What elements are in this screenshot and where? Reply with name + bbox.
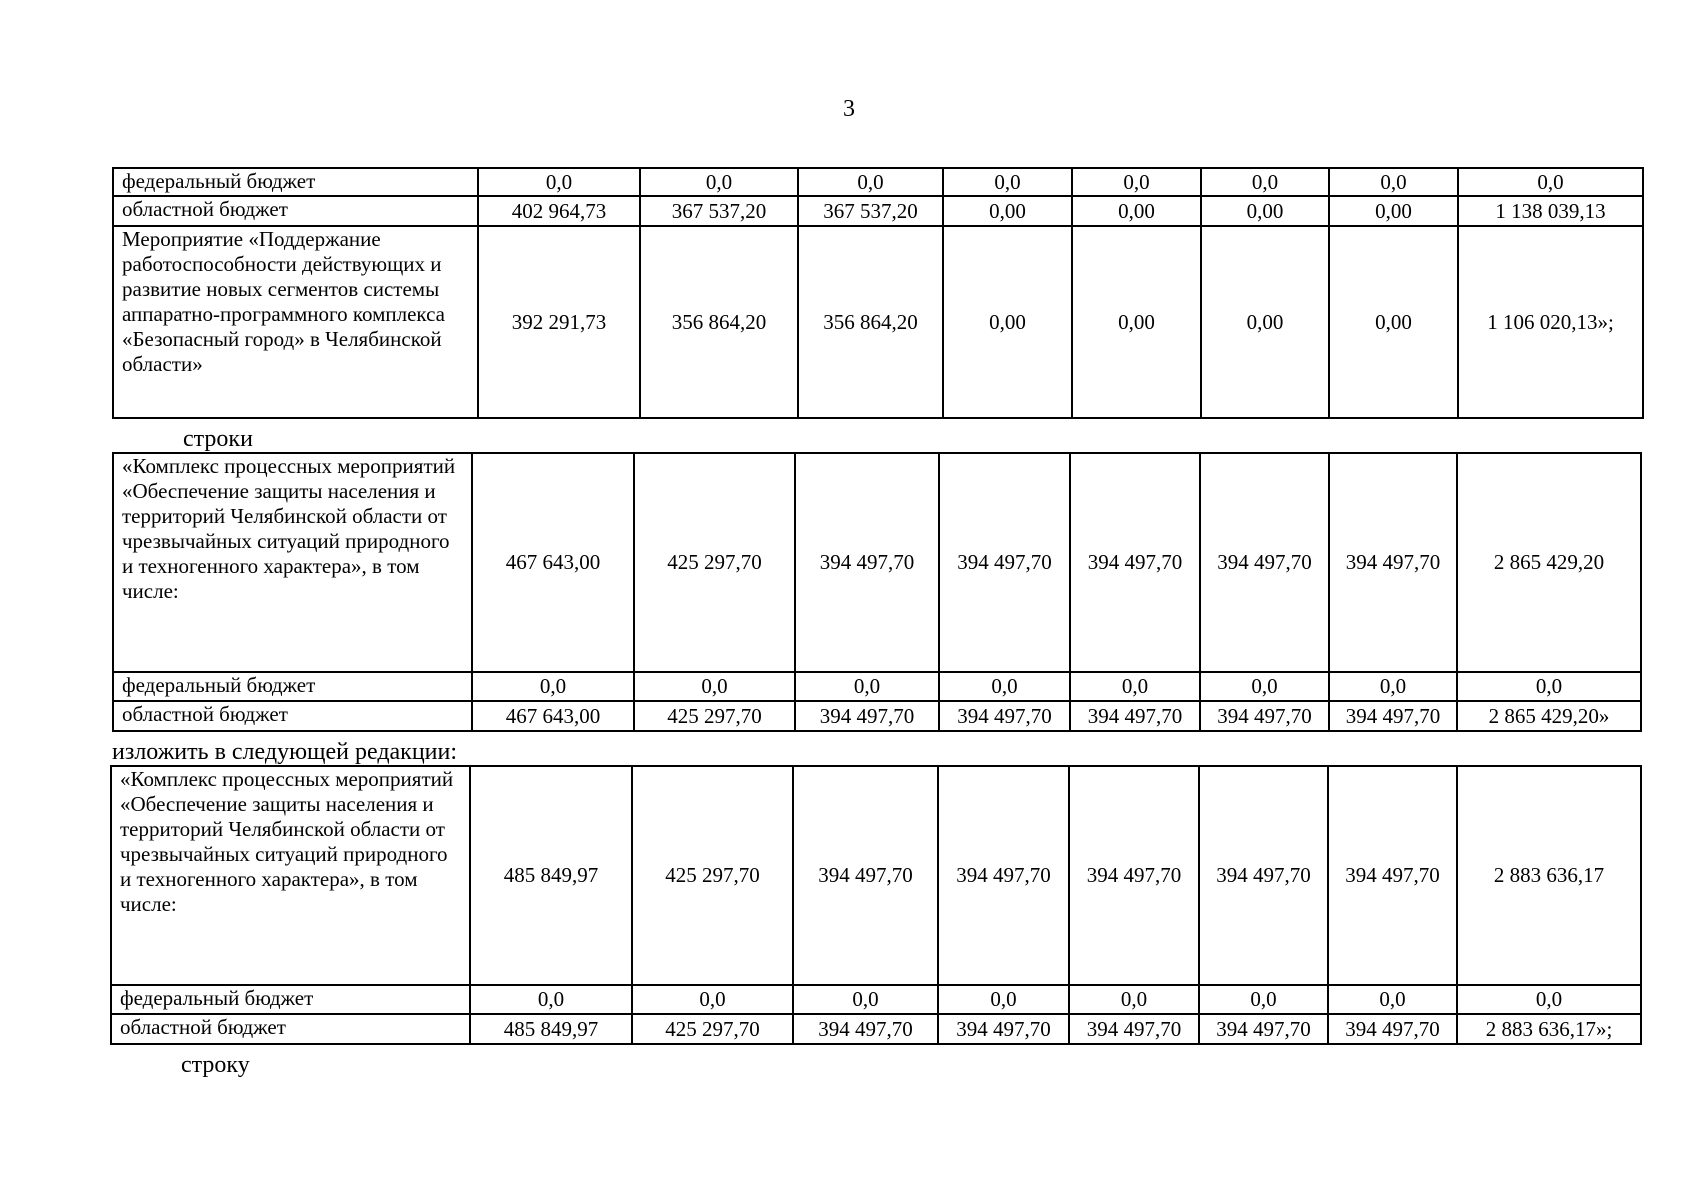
cell-value: 0,0 <box>1069 985 1199 1014</box>
cell-value: 467 643,00 <box>472 701 634 731</box>
cell-value: 392 291,73 <box>478 226 640 418</box>
row-label: областной бюджет <box>111 1014 470 1044</box>
cell-value: 367 537,20 <box>798 196 943 226</box>
table-row <box>113 701 1641 731</box>
table-row <box>113 168 1643 196</box>
cell-value: 2 883 636,17»; <box>1457 1014 1641 1044</box>
cell-value: 0,00 <box>1329 226 1458 418</box>
cell-value: 2 883 636,17 <box>1457 766 1641 985</box>
cell-value: 0,00 <box>1201 226 1329 418</box>
cell-value: 0,0 <box>634 672 795 701</box>
cell-value: 394 497,70 <box>1069 1014 1199 1044</box>
cell-value: 394 497,70 <box>793 1014 938 1044</box>
cell-value: 0,0 <box>1200 672 1329 701</box>
cell-value: 0,00 <box>943 196 1072 226</box>
cell-value: 394 497,70 <box>938 1014 1069 1044</box>
cell-value: 394 497,70 <box>1199 1014 1328 1044</box>
cell-value: 1 138 039,13 <box>1458 196 1643 226</box>
cell-value: 0,0 <box>943 168 1072 196</box>
row-label: федеральный бюджет <box>111 985 470 1014</box>
cell-value: 394 497,70 <box>1200 701 1329 731</box>
cell-value: 0,0 <box>1329 168 1458 196</box>
cell-value: 394 497,70 <box>795 453 939 672</box>
cell-value: 485 849,97 <box>470 1014 632 1044</box>
cell-value: 394 497,70 <box>1200 453 1329 672</box>
row-label: федеральный бюджет <box>113 672 472 701</box>
cell-value: 485 849,97 <box>470 766 632 985</box>
cell-value: 0,0 <box>1457 672 1641 701</box>
cell-value: 0,0 <box>795 672 939 701</box>
cell-value: 394 497,70 <box>795 701 939 731</box>
cell-value: 0,0 <box>472 672 634 701</box>
instruction-text-izlozhit: изложить в следующей редакции: <box>112 739 458 765</box>
cell-value: 0,0 <box>1201 168 1329 196</box>
cell-value: 0,0 <box>1458 168 1643 196</box>
budget-table-new-edition <box>110 765 1642 1045</box>
cell-value: 394 497,70 <box>793 766 938 985</box>
table-row <box>111 1014 1641 1044</box>
cell-value: 0,0 <box>1070 672 1200 701</box>
cell-value: 0,00 <box>1072 226 1201 418</box>
cell-value: 0,0 <box>1329 672 1457 701</box>
budget-table-continued <box>112 167 1644 419</box>
cell-value: 0,0 <box>632 985 793 1014</box>
cell-value: 425 297,70 <box>634 701 795 731</box>
cell-value: 402 964,73 <box>478 196 640 226</box>
cell-value: 0,0 <box>470 985 632 1014</box>
cell-value: 394 497,70 <box>1069 766 1199 985</box>
row-label: федеральный бюджет <box>113 168 478 196</box>
cell-value: 0,0 <box>478 168 640 196</box>
page-number: 3 <box>843 96 855 122</box>
table-row <box>113 672 1641 701</box>
cell-value: 0,0 <box>1072 168 1201 196</box>
table-row <box>113 453 1641 672</box>
cell-value: 394 497,70 <box>1329 453 1457 672</box>
cell-value: 425 297,70 <box>634 453 795 672</box>
cell-value: 356 864,20 <box>640 226 798 418</box>
table-row <box>113 226 1643 418</box>
table-row <box>111 985 1641 1014</box>
cell-value: 0,0 <box>1457 985 1641 1014</box>
instruction-text-stroki: строки <box>183 426 253 452</box>
table-row <box>111 766 1641 985</box>
cell-value: 425 297,70 <box>632 766 793 985</box>
row-label: областной бюджет <box>113 196 478 226</box>
cell-value: 0,0 <box>938 985 1069 1014</box>
cell-value: 0,00 <box>1072 196 1201 226</box>
cell-value: 0,0 <box>1328 985 1457 1014</box>
cell-value: 2 865 429,20 <box>1457 453 1641 672</box>
cell-value: 0,0 <box>1199 985 1328 1014</box>
row-label: Мероприятие «Поддержание работоспособности действующих и развитие новых сегментов системы аппаратно-программного комплекса «Безопасный город» в Челябинской области» <box>113 226 478 418</box>
cell-value: 394 497,70 <box>939 453 1070 672</box>
cell-value: 0,00 <box>1329 196 1458 226</box>
cell-value: 0,0 <box>798 168 943 196</box>
instruction-text-stroku: строку <box>181 1052 250 1078</box>
cell-value: 394 497,70 <box>1328 1014 1457 1044</box>
row-label: областной бюджет <box>113 701 472 731</box>
cell-value: 0,00 <box>1201 196 1329 226</box>
cell-value: 394 497,70 <box>1070 453 1200 672</box>
cell-value: 394 497,70 <box>938 766 1069 985</box>
cell-value: 0,0 <box>793 985 938 1014</box>
cell-value: 425 297,70 <box>632 1014 793 1044</box>
cell-value: 394 497,70 <box>1328 766 1457 985</box>
cell-value: 0,0 <box>939 672 1070 701</box>
cell-value: 2 865 429,20» <box>1457 701 1641 731</box>
budget-table-current <box>112 452 1642 732</box>
cell-value: 394 497,70 <box>939 701 1070 731</box>
cell-value: 0,00 <box>943 226 1072 418</box>
cell-value: 394 497,70 <box>1199 766 1328 985</box>
cell-value: 367 537,20 <box>640 196 798 226</box>
cell-value: 467 643,00 <box>472 453 634 672</box>
table-row <box>113 196 1643 226</box>
row-label: «Комплекс процессных мероприятий «Обеспечение защиты населения и территорий Челябинской области от чрезвычайных ситуаций природного и техногенного характера», в том числе: <box>113 453 472 672</box>
cell-value: 0,0 <box>640 168 798 196</box>
cell-value: 394 497,70 <box>1329 701 1457 731</box>
cell-value: 356 864,20 <box>798 226 943 418</box>
cell-value: 394 497,70 <box>1070 701 1200 731</box>
row-label: «Комплекс процессных мероприятий «Обеспечение защиты населения и территорий Челябинской области от чрезвычайных ситуаций природного и техногенного характера», в том числе: <box>111 766 470 985</box>
cell-value: 1 106 020,13»; <box>1458 226 1643 418</box>
